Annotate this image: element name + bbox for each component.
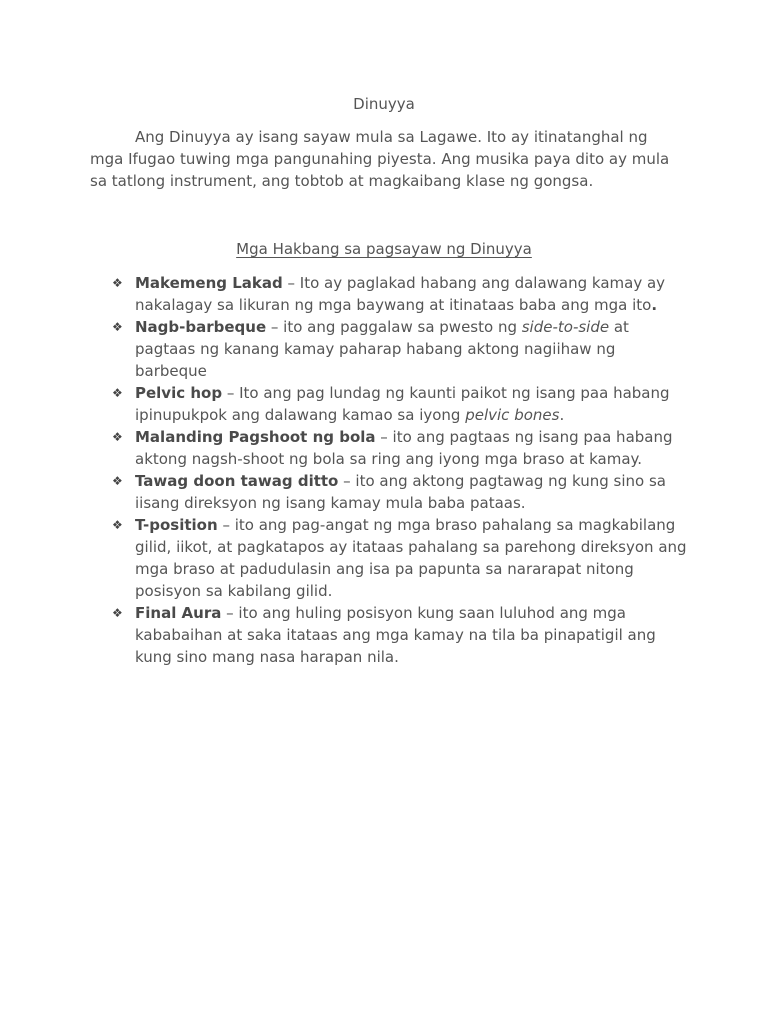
step-text: – ito ang aktong pagtawag ng kung sino sa iisang direksyon ng isang kamay mula baba pataas. (135, 472, 666, 512)
section-heading: Mga Hakbang sa pagsayaw ng Dinuyya (236, 240, 532, 258)
step-text: – ito ang huling posisyon kung saan luluhod ang mga kababaihan at saka itataas ang mga kamay na tila ba pinapatigil ang kung sino mang nasa harapan nila. (135, 604, 656, 666)
list-item (112, 382, 687, 426)
document-title: Dinuyya (353, 95, 415, 113)
step-term: Makemeng Lakad (135, 274, 283, 292)
list-item (112, 316, 687, 382)
step-after: at pagtaas ng kanang kamay paharap habang aktong nagiihaw ng barbeque (135, 318, 629, 380)
step-term: Tawag doon tawag ditto (135, 472, 339, 490)
diamond-bullet-icon: ❖ (112, 518, 123, 532)
step-after: . (651, 296, 658, 314)
diamond-bullet-icon: ❖ (112, 474, 123, 488)
diamond-bullet-icon: ❖ (112, 430, 123, 444)
diamond-bullet-icon: ❖ (112, 386, 123, 400)
step-term: Malanding Pagshoot ng bola (135, 428, 376, 446)
step-term: Pelvic hop (135, 384, 223, 402)
steps-list (112, 272, 687, 668)
list-item (112, 602, 687, 668)
step-after: . (559, 406, 565, 424)
diamond-bullet-icon: ❖ (112, 606, 123, 620)
diamond-bullet-icon: ❖ (112, 320, 123, 334)
list-item (112, 470, 687, 514)
step-text: – Ito ay paglakad habang ang dalawang kamay ay nakalagay sa likuran ng mga baywang at itinataas baba ang mga ito (135, 274, 666, 314)
intro-paragraph: Ang Dinuyya ay isang sayaw mula sa Lagawe. Ito ay itinatanghal ng mga Ifugao tuwing mga pangunahing piyesta. Ang musika paya dito ay mula sa tatlong instrument, ang tobtob at magkaibang klase ng gongsa. (90, 128, 670, 190)
step-italic: pelvic bones (465, 406, 560, 424)
step-text: – ito ang paggalaw sa pwesto ng (266, 318, 522, 336)
step-term: Nagb-barbeque (135, 318, 267, 336)
step-text: – ito ang pag-angat ng mga braso pahalang sa magkabilang gilid, iikot, at pagkatapos ay itataas pahalang sa parehong direksyon ang mga braso at padudulasin ang isa pa papunta sa nararapat nitong posisyon sa kabilang gilid. (135, 516, 687, 600)
diamond-bullet-icon: ❖ (112, 276, 123, 290)
step-text: – Ito ang pag lundag ng kaunti paikot ng isang paa habang ipinupukpok ang dalawang kamao sa iyong (135, 384, 670, 424)
list-item (112, 272, 687, 316)
list-item (112, 514, 687, 602)
step-term: T-position (135, 516, 218, 534)
step-text: – ito ang pagtaas ng isang paa habang aktong nagsh-shoot ng bola sa ring ang iyong mga braso at kamay. (135, 428, 673, 468)
step-term: Final Aura (135, 604, 222, 622)
list-item (112, 426, 687, 470)
step-italic: side-to-side (521, 318, 610, 336)
